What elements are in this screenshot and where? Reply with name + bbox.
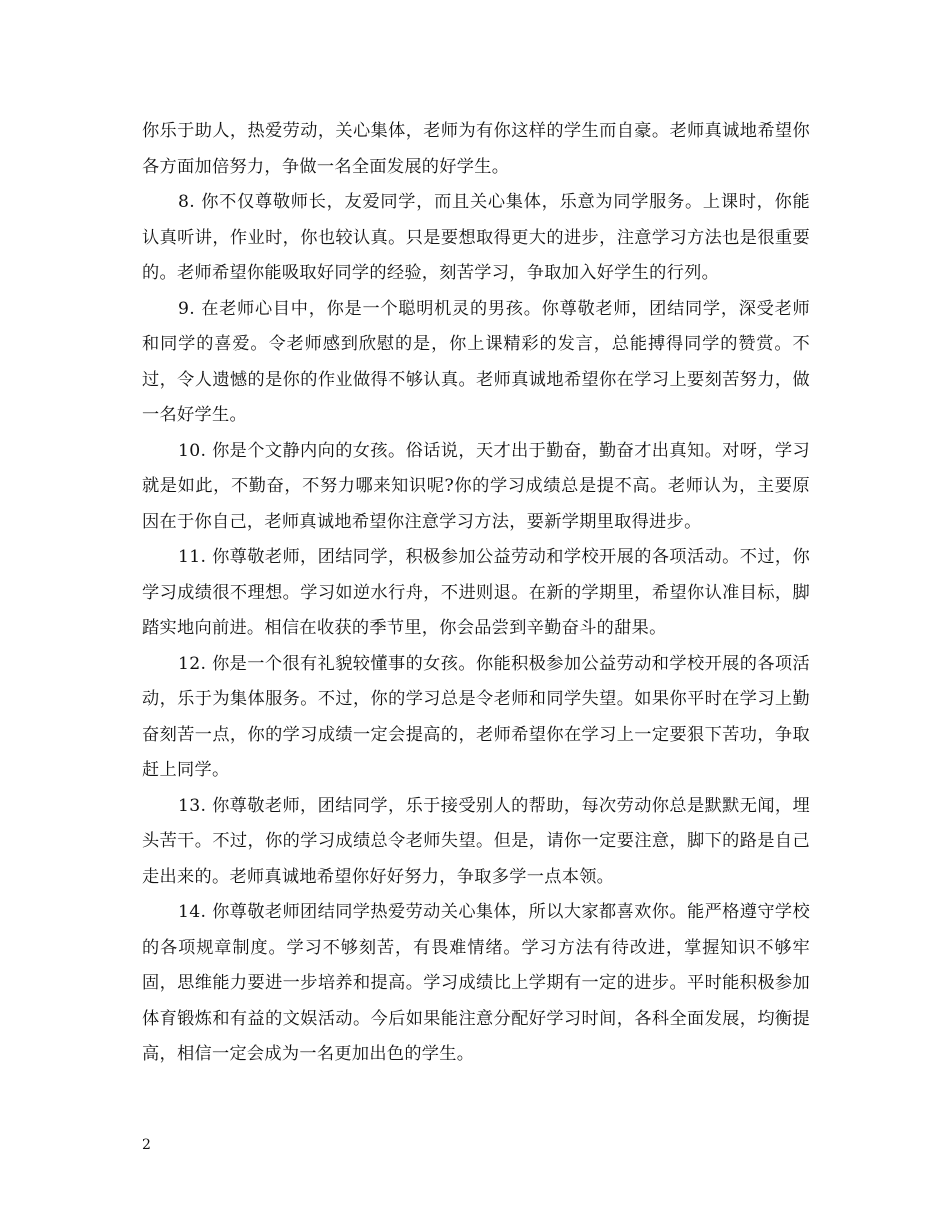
paragraph-comment-10: 10. 你是个文静内向的女孩。俗话说，天才出于勤奋，勤奋才出真知。对呀，学习就是如此，不勤奋，不努力哪来知识呢?你的学习成绩总是提不高。老师认为，主要原因在于你自己，老师真诚地希望你注意学习方法，要新学期里取得进步。: [142, 440, 810, 532]
paragraph-comment-12: 12. 你是一个很有礼貌较懂事的女孩。你能积极参加公益劳动和学校开展的各项活动，乐于为集体服务。不过，你的学习总是令老师和同学失望。如果你平时在学习上勤奋刻苦一点，你的学习成绩一定会提高的，老师希望你在学习上一定要狠下苦功，争取赶上同学。: [142, 653, 810, 780]
page-number: 2: [142, 1137, 151, 1153]
document-body: [142, 114, 810, 1073]
paragraph-comment-9: 9. 在老师心目中，你是一个聪明机灵的男孩。你尊敬老师，团结同学，深受老师和同学的喜爱。令老师感到欣慰的是，你上课精彩的发言，总能搏得同学的赞赏。不过，令人遗憾的是你的作业做得不够认真。老师真诚地希望你在学习上要刻苦努力，做一名好学生。: [142, 298, 810, 425]
paragraph-comment-11: 11. 你尊敬老师，团结同学，积极参加公益劳动和学校开展的各项活动。不过，你学习成绩很不理想。学习如逆水行舟，不进则退。在新的学期里，希望你认准目标，脚踏实地向前进。相信在收获的季节里，你会品尝到辛勤奋斗的甜果。: [142, 547, 810, 638]
paragraph-comment-13: 13. 你尊敬老师，团结同学，乐于接受别人的帮助，每次劳动你总是默默无闻，埋头苦干。不过，你的学习成绩总令老师失望。但是，请你一定要注意，脚下的路是自己走出来的。老师真诚地希望你好好努力，争取多学一点本领。: [142, 795, 810, 887]
paragraph-comment-14: 14. 你尊敬老师团结同学热爱劳动关心集体，所以大家都喜欢你。能严格遵守学校的各项规章制度。学习不够刻苦，有畏难情绪。学习方法有待改进，掌握知识不够牢固，思维能力要进一步培养和提高。学习成绩比上学期有一定的进步。平时能积极参加体育锻炼和有益的文娱活动。今后如果能注意分配好学习时间，各科全面发展，均衡提高，相信一定会成为一名更加出色的学生。: [142, 902, 810, 1064]
paragraph-continuation: 你乐于助人，热爱劳动，关心集体，老师为有你这样的学生而自豪。老师真诚地希望你各方面加倍努力，争做一名全面发展的好学生。: [142, 121, 810, 177]
paragraph-comment-8: 8. 你不仅尊敬师长，友爱同学，而且关心集体，乐意为同学服务。上课时，你能认真听讲，作业时，你也较认真。只是要想取得更大的进步，注意学习方法也是很重要的。老师希望你能吸取好同学的经验，刻苦学习，争取加入好学生的行列。: [142, 192, 810, 283]
